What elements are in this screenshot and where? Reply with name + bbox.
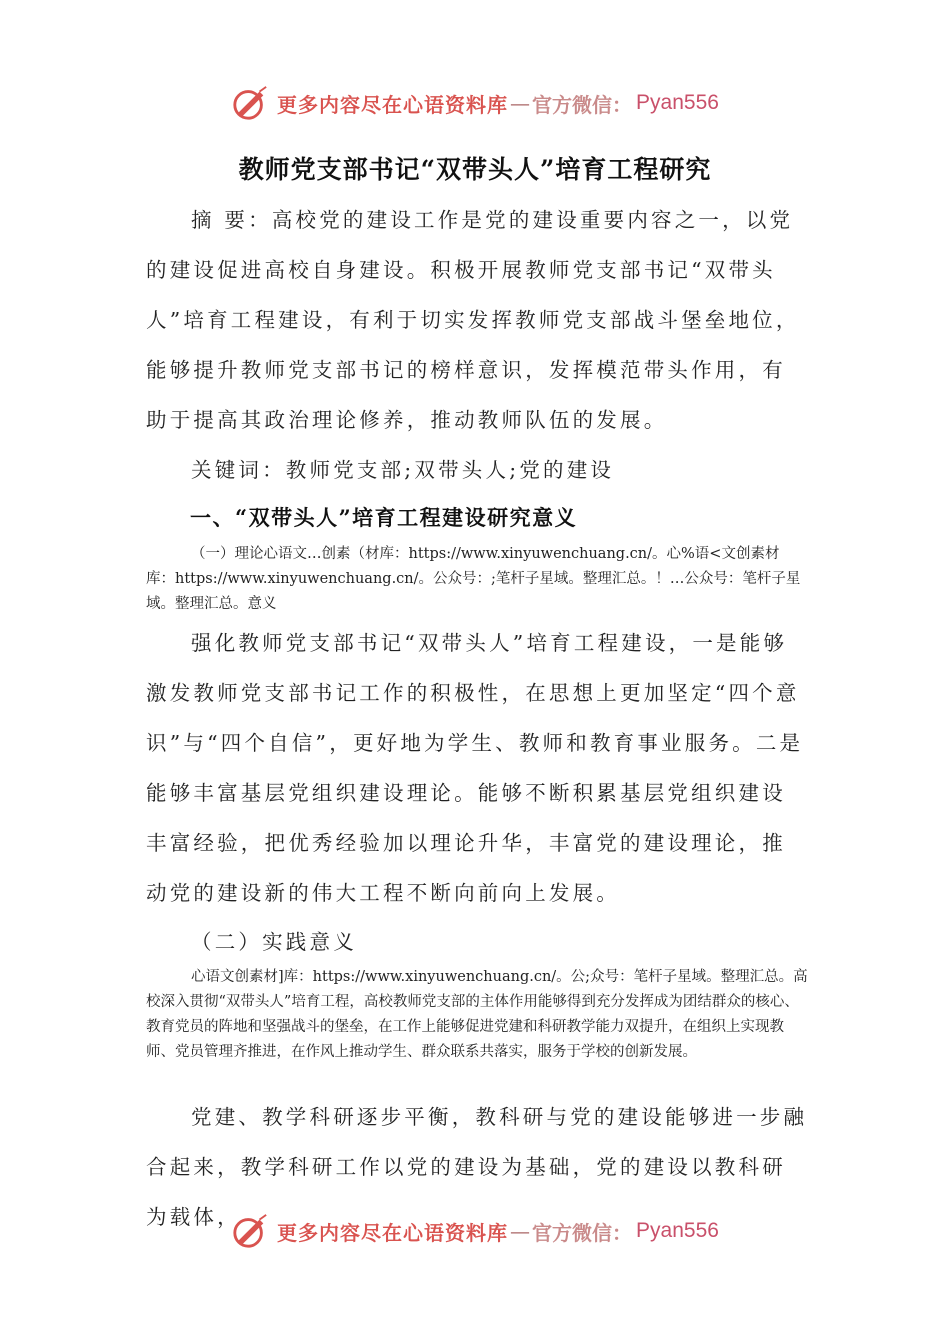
quill-logo-icon <box>231 1212 269 1250</box>
keywords-line: 关键词：教师党支部;双带头人;党的建设 <box>191 458 615 482</box>
banner-wechat-id: Pyan556 <box>636 1219 719 1242</box>
banner-wechat-label: 官方微信： <box>532 1220 633 1245</box>
footer-banner <box>0 1206 950 1256</box>
banner-text: 更多内容尽在心语资料库 <box>277 92 509 117</box>
small-paragraph-1: （一）理论心语文…创素（材库：https://www.xinyuwenchuang.cn/。心%语<文创素材库：https://www.xinyuwenchuang.cn/。公众号：;笔杆子星域。整理汇总。！…公众号：笔杆子星域。整理汇总。意义 <box>146 546 801 612</box>
body-paragraph-2: 党建、教学科研逐步平衡，教科研与党的建设能够进一步融合起来，教学科研工作以党的建设为基础，党的建设以教科研为载体， <box>146 1105 808 1229</box>
quill-logo-icon <box>231 84 269 122</box>
banner-wechat-id: Pyan556 <box>636 91 719 114</box>
banner-text: 更多内容尽在心语资料库 <box>277 1220 509 1245</box>
body-paragraph-1: 强化教师党支部书记“双带头人”培育工程建设，一是能够激发教师党支部书记工作的积极性，在思想上更加坚定“四个意识”与“四个自信”，更好地为学生、教师和教育事业服务。二是能够丰富基层党组织建设理论。能够不断积累基层党组织建设丰富经验，把优秀经验加以理论升华，丰富党的建设理论，推动党的建设新的伟大工程不断向前向上发展。 <box>146 631 804 905</box>
section-heading-1: 一、“双带头人”培育工程建设研究意义 <box>190 505 578 530</box>
header-banner <box>0 78 950 128</box>
small-paragraph-2: 心语文创素材]库：https://www.xinyuwenchuang.cn/。公;众号：笔杆子星域。整理汇总。高校深入贯彻“双带头人”培育工程，高校教师党支部的主体作用能够得到充分发挥成为团结群众的核心、教育党员的阵地和坚强战斗的堡垒，在工作上能够促进党建和科研教学能力双提升，在组织上实现教师、党员管理齐推进，在作风上推动学生、群众联系共落实，服务于学校的创新发展。 <box>146 969 808 1060</box>
banner-dash: — <box>510 1219 531 1243</box>
document-title: 教师党支部书记“双带头人”培育工程研究 <box>238 155 712 184</box>
banner-wechat-label: 官方微信： <box>532 92 633 117</box>
subheading-2: （二）实践意义 <box>191 930 357 954</box>
abstract-paragraph: 摘 要：高校党的建设工作是党的建设重要内容之一，以党的建设促进高校自身建设。积极开展教师党支部书记“双带头人”培育工程建设，有利于切实发挥教师党支部战斗堡垒地位，能够提升教师党支部书记的榜样意识，发挥模范带头作用，有助于提高其政治理论修养，推动教师队伍的发展。 <box>146 208 800 432</box>
banner-dash: — <box>510 91 531 115</box>
